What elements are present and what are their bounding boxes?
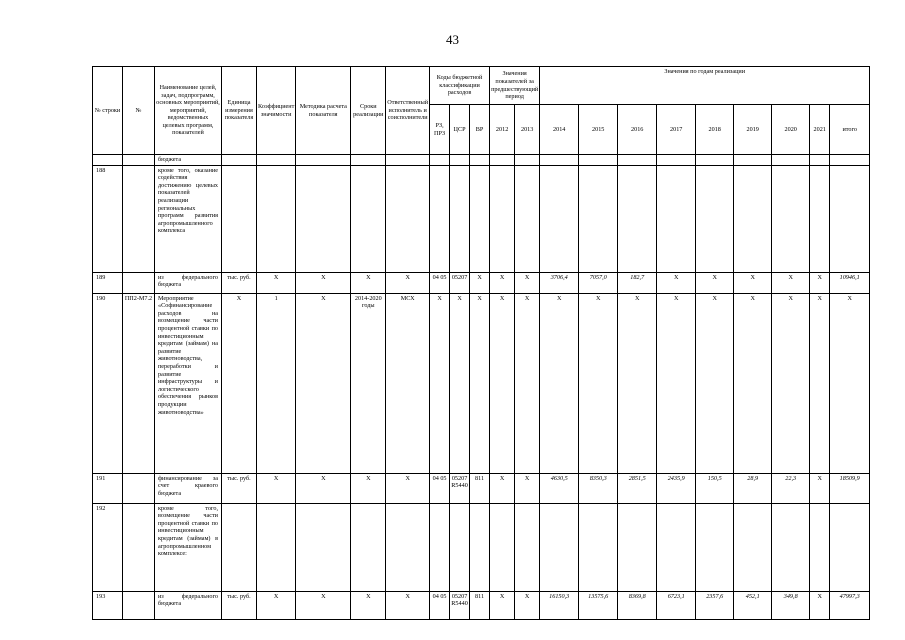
header-year: 2015 [579, 105, 618, 155]
header-csr: ЦСР [450, 105, 470, 155]
header-year: 2012 [490, 105, 515, 155]
program-table [92, 66, 870, 620]
table-row-continuation [93, 155, 870, 166]
row-code [123, 591, 155, 619]
header-total: итого [830, 105, 870, 155]
row-name: финансирование за счет краевого бюджета [155, 473, 222, 503]
table-row: 193 из федерального бюджета тыс. руб. Х Х Х Х 04 05 05207 R5440 811 Х Х 16150,3 13575,6 8369,8 6723,1 2357,6 452,1 349,8 Х 47997,3 [93, 591, 870, 619]
header-row-1 [93, 67, 870, 105]
table-row: 189 из федерального бюджета тыс. руб. Х Х Х Х 04 05 05207 Х Х Х 3706,4 7057,0 182,7 Х Х Х Х Х 10946,1 [93, 272, 870, 293]
table-row [93, 503, 870, 591]
header-year: 2018 [696, 105, 734, 155]
header-unit: Единица измерения показателя [222, 67, 257, 155]
row-code [123, 503, 155, 591]
row-name: из федерального бюджета [155, 272, 222, 293]
header-year: 2021 [810, 105, 830, 155]
row-code [123, 165, 155, 272]
row-number: 189 [93, 272, 123, 293]
header-year: 2017 [657, 105, 696, 155]
header-terms: Сроки реализации [351, 67, 386, 155]
header-prev-values: Значения показателей за предшествующий период [490, 67, 540, 105]
header-year: 2020 [772, 105, 810, 155]
row-code [123, 272, 155, 293]
row-name: Мероприятие «Софинансирование расходов на возмещение части процентной ставки по инвестиционным кредитам (займам) на развитие животноводства, переработки и развитие инфраструктуры и логистического обеспечения рынков продукции животноводства» [155, 293, 222, 473]
header-vr: ВР [470, 105, 490, 155]
page-number: 43 [446, 32, 459, 47]
continuation-text: бюджета [155, 155, 222, 166]
table-row: 191 финансирование за счет краевого бюджета тыс. руб. Х Х Х Х 04 05 05207 R5440 811 Х Х 4630,5 8350,3 2851,5 2435,9 150,5 28,9 22,3 Х 18509,9 [93, 473, 870, 503]
row-number: 192 [93, 503, 123, 591]
header-method: Методика расчета показателя [296, 67, 351, 155]
row-number: 193 [93, 591, 123, 619]
row-code [123, 473, 155, 503]
header-resp: Ответственный исполнитель и соисполнители [386, 67, 430, 155]
row-number: 188 [93, 165, 123, 272]
header-year-values: Значения по годам реализации [540, 67, 870, 105]
table-row [93, 165, 870, 272]
row-name: кроме того, оказание содействия достижению целевых показателей реализации региональных программ развития агропромышленного комплекса [155, 165, 222, 272]
row-number: 191 [93, 473, 123, 503]
header-year: 2019 [734, 105, 772, 155]
row-name: кроме того, возмещение части процентной ставки по инвестиционным кредитам (займам) в агропромышленном комплексе: [155, 503, 222, 591]
header-year: 2016 [618, 105, 657, 155]
row-number: 190 [93, 293, 123, 473]
header-rz: РЗ, ПРЗ [430, 105, 450, 155]
header-code: № [123, 67, 155, 155]
row-name: из федерального бюджета [155, 591, 222, 619]
header-row-no: № строки [93, 67, 123, 155]
table-row: 190 ПП2-М7.2 Мероприятие «Софинансирование расходов на возмещение части процентной ставки по инвестиционным кредитам (займам) на развитие животноводства, переработки и развитие инфраструктуры и логистического обеспечения рынков продукции животноводства» Х 1 Х 2014-2020 годы МСХ Х Х Х Х Х Х Х Х Х Х Х Х Х Х [93, 293, 870, 473]
row-code: ПП2-М7.2 [123, 293, 155, 473]
header-name: Наименование целей, задач, подпрограмм, основных мероприятий, мероприятий, ведомственных целевых программ, показателей [155, 67, 222, 155]
header-year: 2013 [515, 105, 540, 155]
header-coef: Коэффициент значимости [257, 67, 296, 155]
header-year: 2014 [540, 105, 579, 155]
header-budget-codes: Коды бюджетной классификации расходов [430, 67, 490, 105]
